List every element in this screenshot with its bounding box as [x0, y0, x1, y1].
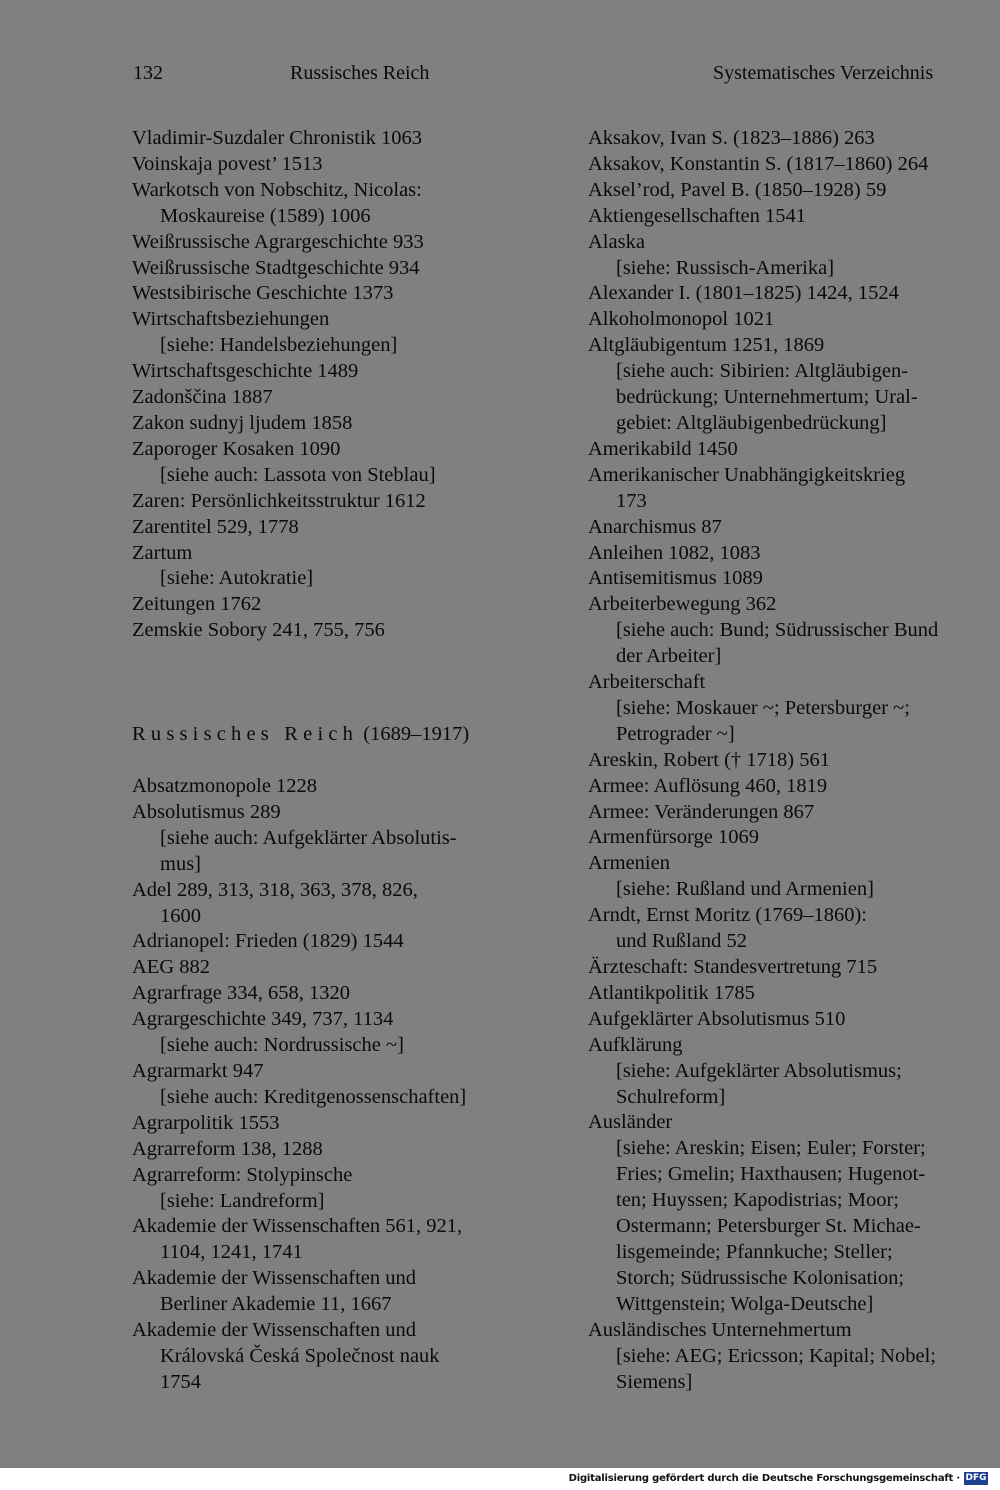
section-heading-dates: (1689–1917)	[363, 723, 470, 746]
index-entry-subline: Schulreform]	[616, 1085, 726, 1108]
index-entry-subline: Wittgenstein; Wolga-Deutsche]	[616, 1292, 874, 1315]
index-entry	[132, 256, 572, 282]
index-entry-main: Zaren: Persönlichkeitsstruktur 1612	[132, 489, 426, 512]
index-entry	[588, 566, 998, 592]
dfg-logo: DFG	[965, 1473, 987, 1483]
index-entry	[588, 800, 998, 826]
index-entry	[132, 1163, 572, 1215]
index-entry-main: Adrianopel: Frieden (1829) 1544	[132, 930, 404, 953]
index-entry-subline: ten; Huyssen; Kapodistrias; Moor;	[616, 1189, 899, 1212]
footer-credit: Digitalisierung gefördert durch die Deutsche Forschungsgemeinschaft ·	[568, 1473, 960, 1484]
index-entry-main: Amerikanischer Unabhängigkeitskrieg	[588, 463, 906, 486]
index-entry-subline: [siehe: Handelsbeziehungen]	[160, 334, 398, 357]
index-entry-main: Ärzteschaft: Standesvertretung 715	[588, 956, 878, 978]
index-entry	[588, 333, 998, 437]
index-entry-main: Atlantikpolitik 1785	[588, 981, 755, 1004]
index-entry	[588, 981, 998, 1007]
index-entry-main: Antisemitismus 1089	[588, 567, 763, 590]
index-entry-subline: lisgemeinde; Pfannkuche; Steller;	[616, 1240, 893, 1263]
index-entry	[588, 955, 998, 981]
index-entry-main: Vladimir-Suzdaler Chronistik 1063	[132, 127, 422, 149]
index-entry-subline: [siehe: Aufgeklärter Absolutismus;	[616, 1059, 902, 1082]
index-entry	[132, 178, 572, 230]
index-entry-main: Arbeiterschaft	[588, 671, 706, 694]
index-entry-main: Armenien	[588, 852, 670, 875]
index-entry	[588, 126, 998, 152]
page-number: 132	[133, 62, 163, 84]
index-entry-main: Agrargeschichte 349, 737, 1134	[132, 1008, 394, 1031]
index-entry	[132, 437, 572, 489]
index-entry	[132, 1318, 572, 1396]
index-entry-main: Aksel’rod, Pavel B. (1850–1928) 59	[588, 178, 887, 201]
index-entry	[132, 307, 572, 359]
index-entry	[588, 230, 998, 282]
index-entry	[588, 437, 998, 463]
index-entry	[132, 411, 572, 437]
index-entry-subline: Moskaureise (1589) 1006	[160, 204, 371, 227]
index-entry-main: Akademie der Wissenschaften 561, 921,	[132, 1215, 463, 1238]
index-entry	[588, 1033, 998, 1111]
index-list-right	[588, 126, 998, 1395]
index-entry-main: Armenfürsorge 1069	[588, 826, 759, 849]
index-entry-main: Wirtschaftsbeziehungen	[132, 308, 330, 331]
index-list-section	[132, 774, 572, 1396]
running-head-title: Systematisches Verzeichnis	[713, 62, 934, 84]
index-entry-main: Agrarreform 138, 1288	[132, 1137, 323, 1160]
running-head-section: Russisches Reich	[290, 62, 430, 84]
index-entry-subline: bedrückung; Unternehmertum; Ural-	[616, 386, 918, 409]
index-entry-subline: [siehe auch: Aufgeklärter Absolutis-	[160, 826, 457, 849]
index-entry-subline: [siehe: Areskin; Eisen; Euler; Forster;	[616, 1137, 926, 1160]
index-entry	[132, 800, 572, 878]
index-entry-subline: [siehe auch: Bund; Südrussischer Bund	[616, 619, 939, 642]
index-entry-subline: [siehe: Russisch-Amerika]	[616, 256, 835, 279]
index-entry	[588, 825, 998, 851]
index-entry-main: Areskin, Robert († 1718) 561	[588, 748, 830, 771]
index-entry-main: Zartum	[132, 541, 193, 564]
index-entry-subline: 173	[616, 489, 647, 512]
index-entry-main: Zaporoger Kosaken 1090	[132, 437, 341, 460]
index-entry	[588, 307, 998, 333]
index-list-continued	[132, 126, 572, 644]
index-entry	[132, 929, 572, 955]
index-entry-main: Adel 289, 313, 318, 363, 378, 826,	[132, 878, 418, 901]
index-entry	[132, 1137, 572, 1163]
index-entry	[132, 774, 572, 800]
index-entry-main: Aufklärung	[588, 1033, 683, 1056]
index-entry	[588, 903, 998, 955]
index-entry	[132, 592, 572, 618]
index-entry-main: Aksakov, Ivan S. (1823–1886) 263	[588, 127, 875, 149]
right-column	[588, 126, 998, 1395]
index-entry-main: Zadonščina 1887	[132, 386, 273, 409]
index-entry-subline: der Arbeiter]	[616, 645, 722, 668]
index-entry	[132, 955, 572, 981]
index-entry-subline: Storch; Südrussische Kolonisation;	[616, 1266, 905, 1289]
index-entry	[588, 178, 998, 204]
index-entry-subline: Berliner Akademie 11, 1667	[160, 1293, 392, 1316]
index-entry-subline: [siehe: Landreform]	[160, 1189, 325, 1212]
index-entry	[132, 515, 572, 541]
index-entry	[588, 1318, 998, 1396]
index-entry-subline: [siehe auch: Nordrussische ~]	[160, 1034, 404, 1057]
index-entry	[588, 592, 998, 670]
index-entry-main: Aktiengesellschaften 1541	[588, 204, 807, 227]
index-entry-main: Alkoholmonopol 1021	[588, 308, 775, 331]
index-entry	[588, 1110, 998, 1317]
index-entry-main: Agrarpolitik 1553	[132, 1111, 280, 1134]
index-entry-main: Absatzmonopole 1228	[132, 775, 318, 798]
index-entry-main: Agrarreform: Stolypinsche	[132, 1163, 353, 1186]
index-entry-subline: Fries; Gmelin; Haxthausen; Hugenot-	[616, 1163, 926, 1186]
index-entry	[588, 281, 998, 307]
index-entry-subline: Ostermann; Petersburger St. Michae-	[616, 1215, 921, 1238]
index-entry	[588, 152, 998, 178]
index-entry-main: Zeitungen 1762	[132, 593, 262, 616]
index-entry-main: Voinskaja povest’ 1513	[132, 152, 323, 175]
index-entry	[132, 281, 572, 307]
index-entry-main: Ausländisches Unternehmertum	[588, 1318, 852, 1341]
index-entry-main: Aufgeklärter Absolutismus 510	[588, 1007, 846, 1030]
index-entry	[588, 541, 998, 567]
index-entry-subline: Královská Česká Společnost nauk	[160, 1344, 440, 1367]
index-entry	[132, 878, 572, 930]
index-entry-main: Amerikabild 1450	[588, 437, 738, 460]
index-entry	[132, 1214, 572, 1266]
index-entry-main: Armee: Veränderungen 867	[588, 800, 815, 823]
index-entry	[132, 1266, 572, 1318]
digitization-footer	[0, 1468, 1000, 1490]
index-entry	[132, 541, 572, 593]
index-entry-subline: 1104, 1241, 1741	[160, 1241, 303, 1264]
section-heading	[132, 722, 572, 748]
index-entry-main: Ausländer	[588, 1111, 673, 1134]
index-entry	[132, 385, 572, 411]
index-entry-main: Zemskie Sobory 241, 755, 756	[132, 619, 385, 642]
index-entry-subline: [siehe: AEG; Ericsson; Kapital; Nobel;	[616, 1344, 936, 1367]
index-entry-main: Anarchismus 87	[588, 515, 722, 538]
index-entry	[588, 670, 998, 748]
index-entry-subline: [siehe: Autokratie]	[160, 567, 314, 590]
section-spacer	[132, 644, 572, 722]
section-heading-title: Russisches Reich	[132, 723, 359, 746]
index-entry-subline: 1754	[160, 1370, 201, 1393]
index-entry-main: Wirtschaftsgeschichte 1489	[132, 360, 359, 383]
index-entry	[132, 126, 572, 152]
index-entry	[132, 230, 572, 256]
index-entry-subline: Petrograder ~]	[616, 722, 735, 745]
index-entry-main: Agrarmarkt 947	[132, 1060, 264, 1082]
index-entry-main: Agrarfrage 334, 658, 1320	[132, 982, 351, 1005]
index-entry-subline: Siemens]	[616, 1370, 693, 1393]
index-entry-main: Arndt, Ernst Moritz (1769–1860):	[588, 904, 867, 927]
index-entry-main: Altgläubigentum 1251, 1869	[588, 334, 825, 357]
index-entry	[588, 774, 998, 800]
index-entry-main: Arbeiterbewegung 362	[588, 593, 777, 616]
index-entry-subline: [siehe auch: Kreditgenossenschaften]	[160, 1085, 467, 1108]
index-entry-main: Akademie der Wissenschaften und	[132, 1267, 416, 1290]
index-entry-subline: [siehe auch: Sibirien: Altgläubigen-	[616, 360, 909, 383]
index-entry	[588, 204, 998, 230]
index-entry-subline: [siehe: Moskauer ~; Petersburger ~;	[616, 696, 910, 719]
index-entry	[588, 748, 998, 774]
index-entry-main: Aksakov, Konstantin S. (1817–1860) 264	[588, 152, 929, 175]
index-entry-subline: mus]	[160, 852, 201, 875]
index-entry-subline: [siehe: Rußland und Armenien]	[616, 878, 874, 901]
index-entry	[132, 618, 572, 644]
index-entry	[132, 359, 572, 385]
index-entry-main: Anleihen 1082, 1083	[588, 541, 761, 564]
index-entry	[588, 851, 998, 903]
index-entry	[132, 152, 572, 178]
index-entry-main: Weißrussische Stadtgeschichte 934	[132, 256, 420, 279]
index-entry	[132, 1059, 572, 1111]
index-entry-main: Alaska	[588, 230, 645, 253]
index-entry	[132, 1007, 572, 1059]
index-entry	[132, 981, 572, 1007]
index-entry-subline: und Rußland 52	[616, 930, 747, 953]
index-entry-main: Zarentitel 529, 1778	[132, 515, 299, 538]
index-entry	[588, 1007, 998, 1033]
index-entry	[588, 515, 998, 541]
index-entry-subline: 1600	[160, 904, 201, 927]
index-entry-subline: gebiet: Altgläubigenbedrückung]	[616, 411, 887, 434]
index-entry	[132, 489, 572, 515]
index-entry-main: Warkotsch von Nobschitz, Nicolas:	[132, 178, 422, 201]
index-entry-main: Akademie der Wissenschaften und	[132, 1319, 416, 1342]
index-entry-main: AEG 882	[132, 956, 211, 979]
index-entry-main: Weißrussische Agrargeschichte 933	[132, 230, 424, 253]
index-entry-subline: [siehe auch: Lassota von Steblau]	[160, 463, 436, 486]
index-entry-main: Zakon sudnyj ljudem 1858	[132, 411, 353, 434]
index-entry	[588, 463, 998, 515]
index-entry-main: Westsibirische Geschichte 1373	[132, 282, 394, 305]
left-column	[132, 126, 572, 1396]
index-entry-main: Armee: Auflösung 460, 1819	[588, 774, 828, 797]
section-spacer	[132, 748, 572, 774]
index-entry-main: Absolutismus 289	[132, 800, 281, 823]
index-entry	[132, 1111, 572, 1137]
index-entry-main: Alexander I. (1801–1825) 1424, 1524	[588, 282, 899, 305]
